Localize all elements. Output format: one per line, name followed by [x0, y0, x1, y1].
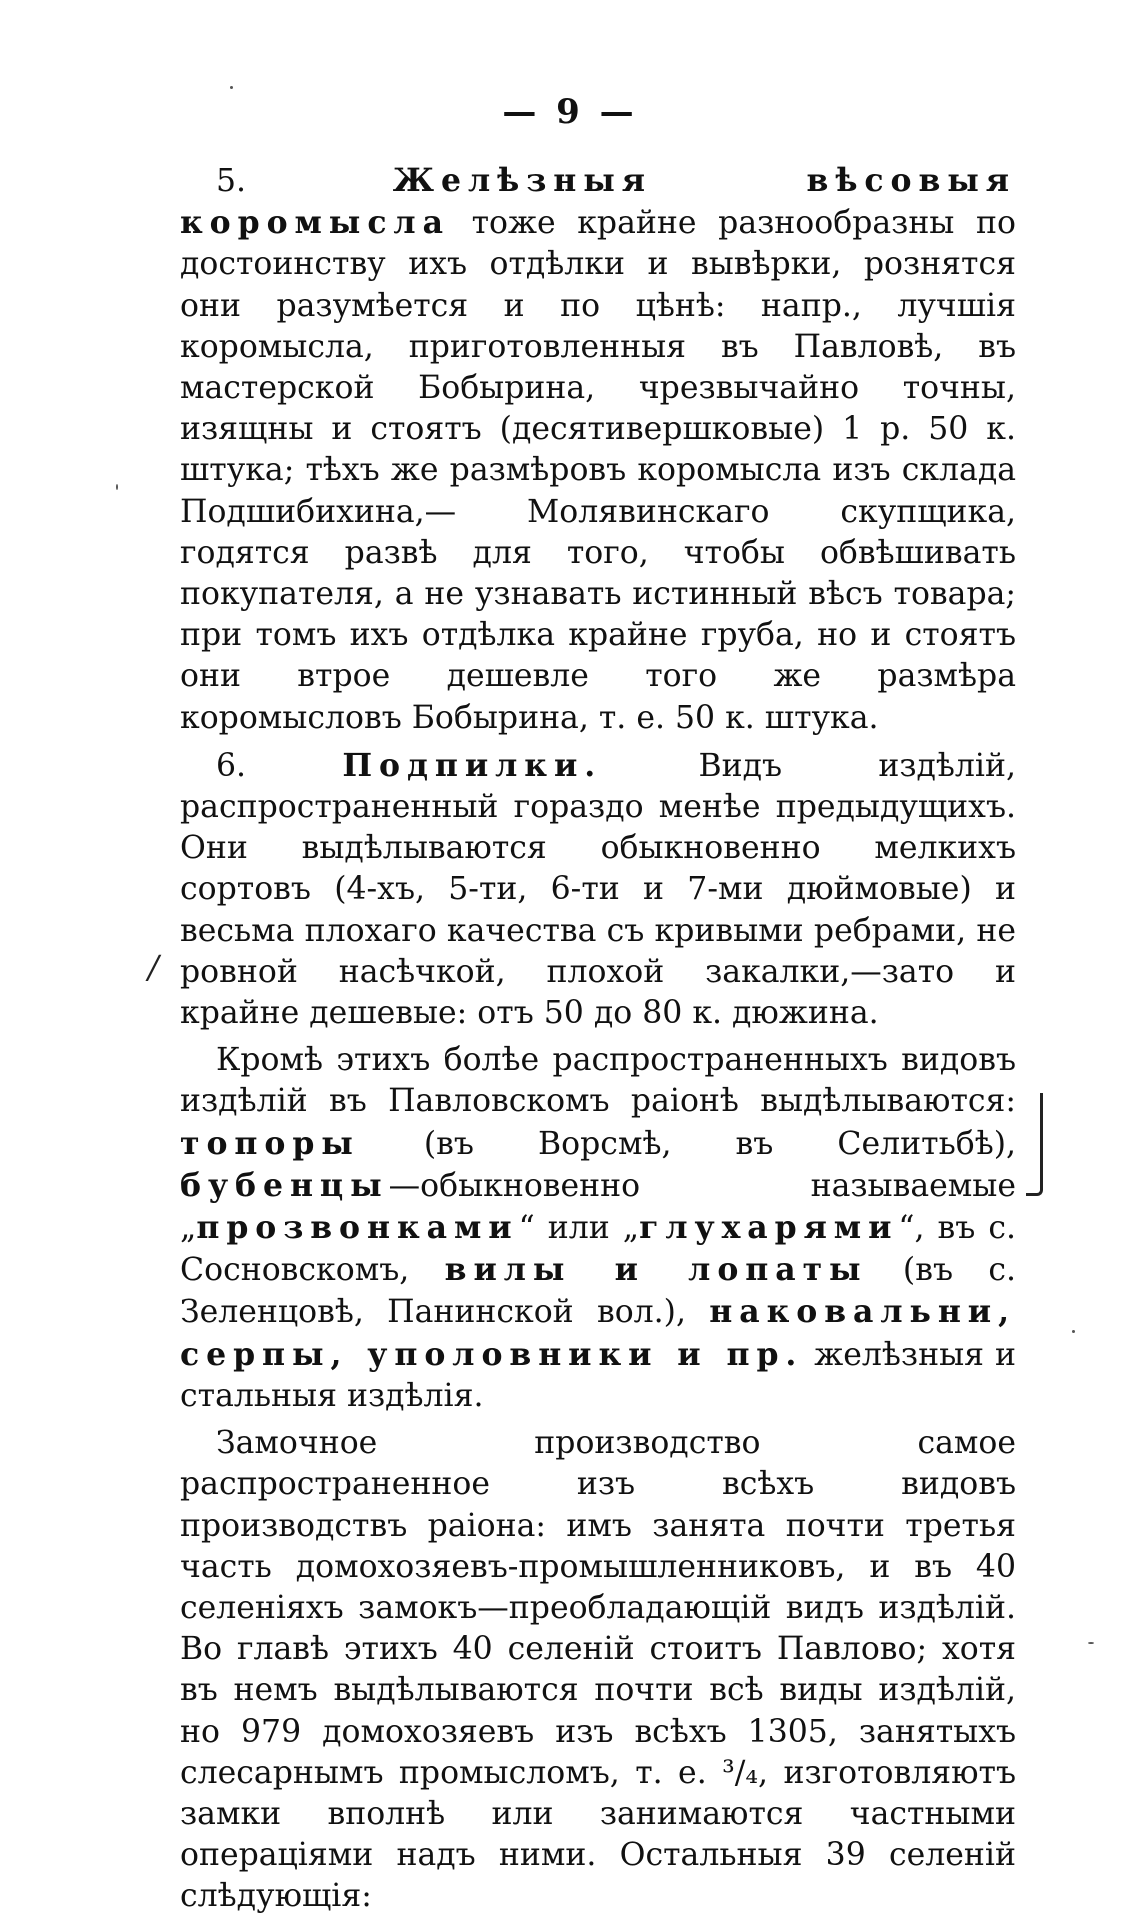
paragraph-6-text: Видъ издѣлій, распространенный гораздо менѣе предыдущихъ. Они выдѣлываются обыкновенно мелкихъ сортовъ (4-хъ, 5-ти, 6-ти и 7-ми дюймовые) и весьма плохаго качества съ кривыми ребрами, не ровной насѣчкой, плохой закалки,—зато и крайне дешевые: отъ 50 до 80 к. дюжина.	[180, 747, 1016, 1032]
paragraph-5-number: 5.	[216, 163, 247, 199]
paragraph-7-text-2: (въ Ворсмѣ, въ Селитьбѣ),	[423, 1125, 1016, 1162]
paragraph-7-text-7: желѣзныя и стальныя издѣлія.	[180, 1336, 1016, 1414]
paragraph-8	[180, 1423, 1016, 1917]
paper-speck	[1088, 1642, 1094, 1644]
term-nakovalni: наковальни, серпы, уполовники и пр.	[180, 1293, 1016, 1373]
paragraph-6-heading: Подпилки.	[342, 746, 603, 784]
paragraph-5	[180, 160, 1016, 739]
paragraph-7-text-5: “, въ с. Сосновскомъ,	[180, 1210, 1017, 1289]
term-topory: топоры	[180, 1124, 360, 1162]
fraction-three-quarters: ³/₄,	[722, 1754, 769, 1791]
paragraph-5-heading: Желѣзныя вѣсовыя коромысла	[180, 162, 1016, 242]
paragraph-7	[180, 1040, 1016, 1417]
paragraph-5-text: тоже крайне разнообразны по достоинству ихъ отдѣлки и вывѣрки, рознятся они разумѣется и по цѣнѣ: напр., лучшія коромысла, приготовленныя въ Павловѣ, въ мастерской Бобырина, чрезвычайно точны, изящны и стоятъ (десятивершковые) 1 р. 50 к. штука; тѣхъ же размѣровъ коромысла изъ склада Подшибихина,— Молявинскаго скупщика, годятся развѣ для того, чтобы обвѣшивать покупателя, а не узнавать истинный вѣсъ товара; при томъ ихъ отдѣлка крайне груба, но и стоятъ они втрое дешевле того же размѣра коромысловъ Бобырина, т. е. 50 к. штука.	[180, 205, 1016, 736]
paragraph-7-text-4: “ или „	[518, 1210, 640, 1247]
paragraph-6-number: 6.	[216, 747, 247, 784]
paper-speck	[230, 86, 233, 89]
page-number: — 9 —	[502, 92, 638, 132]
paragraph-8-text-2: изготовляютъ замки вполнѣ или занимаются частными операціями надъ ними. Остальныя 39 селеній слѣдующія:	[180, 1754, 1016, 1915]
paragraph-7-text-3: —обыкновенно называемые „	[180, 1167, 1016, 1247]
term-glukharyami: глухарями	[639, 1209, 899, 1247]
term-vily-lopaty: вилы и лопаты	[444, 1251, 868, 1289]
paragraph-7-text-6: (въ с. Зеленцовѣ, Панинской вол.),	[180, 1252, 1017, 1331]
paper-speck	[116, 484, 118, 490]
term-bubentsy: бубенцы	[180, 1166, 389, 1204]
paragraph-7-text-1: Кромѣ этихъ болѣе распространенныхъ видовъ издѣлій въ Павловскомъ раіонѣ выдѣлываются:	[180, 1042, 1016, 1120]
paragraph-6	[180, 745, 1016, 1034]
body-text	[180, 160, 1016, 1918]
term-prozvonkami: прозвонками	[196, 1209, 519, 1247]
paper-speck	[1072, 1330, 1075, 1333]
margin-bracket-mark	[1026, 1093, 1043, 1196]
paragraph-8-text-1: Замочное производство самое распространенное изъ всѣхъ видовъ производствъ раіона: имъ занята почти третья часть домохозяевъ-промышленниковъ, и въ 40 селеніяхъ замокъ—преобладающій видъ издѣлій. Во главѣ этихъ 40 селеній стоитъ Павлово; хотя въ немъ выдѣлываются почти всѣ виды издѣлій, но 979 домохозяевъ изъ всѣхъ 1305, занятыхъ слесарнымъ промысломъ, т. е.	[180, 1425, 1016, 1791]
margin-pencil-mark: /	[148, 948, 159, 986]
